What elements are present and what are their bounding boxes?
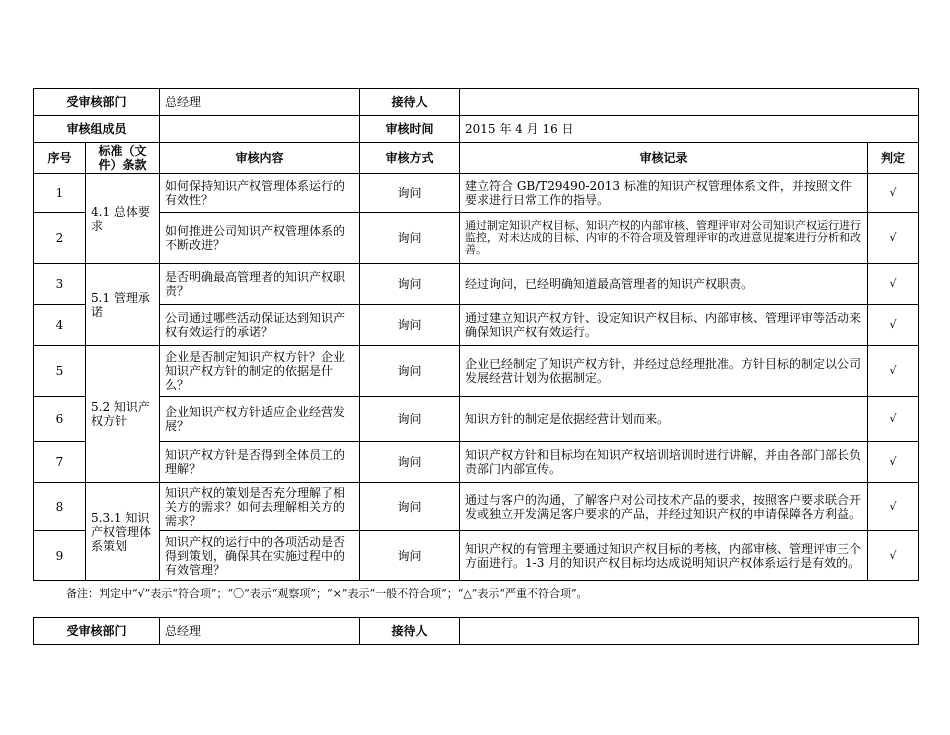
col-no: 序号	[34, 143, 86, 174]
table-row	[34, 305, 919, 346]
row-content: 知识产权的运行中的各项活动是否得到策划，确保其在实施过程中的有效管理？	[160, 531, 360, 581]
row-no: 8	[34, 483, 86, 531]
footer-row-dept	[34, 618, 919, 645]
row-judge: √	[868, 442, 919, 483]
receiver-value	[460, 89, 919, 116]
footer-receiver-value	[460, 618, 919, 645]
row-method: 询问	[360, 346, 460, 397]
row-record: 建立符合 GB/T29490-2013 标准的知识产权管理体系文件，并按照文件要求进行日常工作的指导。	[460, 174, 868, 213]
judgement-note: 备注：判定中“√”表示“符合项”；“〇”表示“观察项”；“×”表示“一般不符合项”；“△”表示“严重不符合项”。	[66, 587, 588, 600]
audit-table	[33, 88, 919, 581]
table-row	[34, 174, 919, 213]
table-row	[34, 531, 919, 581]
row-no: 7	[34, 442, 86, 483]
header-row-dept	[34, 89, 919, 116]
row-judge: √	[868, 174, 919, 213]
row-no: 1	[34, 174, 86, 213]
row-no: 5	[34, 346, 86, 397]
row-record: 企业已经制定了知识产权方针，并经过总经理批准。方针目标的制定以公司发展经营计划为依据制定。	[460, 346, 868, 397]
row-method: 询问	[360, 213, 460, 264]
row-no: 9	[34, 531, 86, 581]
row-content: 如何推进公司知识产权管理体系的不断改进？	[160, 213, 360, 264]
row-record: 知识产权方针和目标均在知识产权培训培训时进行讲解，并由各部门部长负责部门内部宣传。	[460, 442, 868, 483]
row-judge: √	[868, 264, 919, 305]
row-content: 是否明确最高管理者的知识产权职责？	[160, 264, 360, 305]
receiver-label: 接待人	[360, 89, 460, 116]
clause-cell: 5.1 管理承诺	[86, 264, 160, 346]
row-record: 通过制定知识产权目标、知识产权的内部审核、管理评审对公司知识产权运行进行监控，对未达成的目标、内审的不符合项及管理评审的改进意见提案进行分析和改善。	[460, 213, 868, 264]
row-content: 企业知识产权方针适应企业经营发展？	[160, 397, 360, 442]
col-record: 审核记录	[460, 143, 868, 174]
row-record: 知识方针的制定是依据经营计划而来。	[460, 397, 868, 442]
dept-value: 总经理	[160, 89, 360, 116]
row-judge: √	[868, 305, 919, 346]
footer-dept-value: 总经理	[160, 618, 360, 645]
row-content: 企业是否制定知识产权方针？企业知识产权方针的制定的依据是什么？	[160, 346, 360, 397]
next-page-header-table	[33, 617, 919, 645]
team-value	[160, 116, 360, 143]
footer-dept-label: 受审核部门	[34, 618, 160, 645]
row-no: 2	[34, 213, 86, 264]
row-method: 询问	[360, 442, 460, 483]
row-no: 3	[34, 264, 86, 305]
col-judge: 判定	[868, 143, 919, 174]
row-content: 知识产权的策划是否充分理解了相关方的需求？如何去理解相关方的需求？	[160, 483, 360, 531]
row-content: 公司通过哪些活动保证达到知识产权有效运行的承诺？	[160, 305, 360, 346]
row-content: 知识产权方针是否得到全体员工的理解？	[160, 442, 360, 483]
clause-cell: 5.2 知识产权方针	[86, 346, 160, 483]
row-method: 询问	[360, 174, 460, 213]
row-record: 通过建立知识产权方针、设定知识产权目标、内部审核、管理评审等活动来确保知识产权有效运行。	[460, 305, 868, 346]
table-row	[34, 397, 919, 442]
col-content: 审核内容	[160, 143, 360, 174]
row-record: 知识产权的有管理主要通过知识产权目标的考核，内部审核、管理评审三个方面进行。1-3 月的知识产权目标均达成说明知识产权体系运行是有效的。	[460, 531, 868, 581]
team-label: 审核组成员	[34, 116, 160, 143]
time-value: 2015 年 4 月 16 日	[460, 116, 919, 143]
header-row-team	[34, 116, 919, 143]
row-method: 询问	[360, 531, 460, 581]
table-row	[34, 213, 919, 264]
clause-cell: 4.1 总体要求	[86, 174, 160, 264]
row-no: 4	[34, 305, 86, 346]
row-judge: √	[868, 531, 919, 581]
dept-label: 受审核部门	[34, 89, 160, 116]
row-record: 通过与客户的沟通，了解客户对公司技术产品的要求，按照客户要求联合开发或独立开发满足客户要求的产品，并经过知识产权的申请保障各方利益。	[460, 483, 868, 531]
row-judge: √	[868, 397, 919, 442]
row-judge: √	[868, 483, 919, 531]
footer-receiver-label: 接待人	[360, 618, 460, 645]
row-method: 询问	[360, 397, 460, 442]
row-no: 6	[34, 397, 86, 442]
col-method: 审核方式	[360, 143, 460, 174]
table-row	[34, 264, 919, 305]
col-clause: 标准（文件）条款	[86, 143, 160, 174]
row-judge: √	[868, 346, 919, 397]
time-label: 审核时间	[360, 116, 460, 143]
row-method: 询问	[360, 264, 460, 305]
column-header-row	[34, 143, 919, 174]
row-method: 询问	[360, 305, 460, 346]
row-method: 询问	[360, 483, 460, 531]
clause-cell: 5.3.1 知识产权管理体系策划	[86, 483, 160, 581]
row-content: 如何保持知识产权管理体系运行的有效性？	[160, 174, 360, 213]
row-judge: √	[868, 213, 919, 264]
table-row	[34, 483, 919, 531]
table-row	[34, 442, 919, 483]
row-record: 经过询问，已经明确知道最高管理者的知识产权职责。	[460, 264, 868, 305]
table-row	[34, 346, 919, 397]
